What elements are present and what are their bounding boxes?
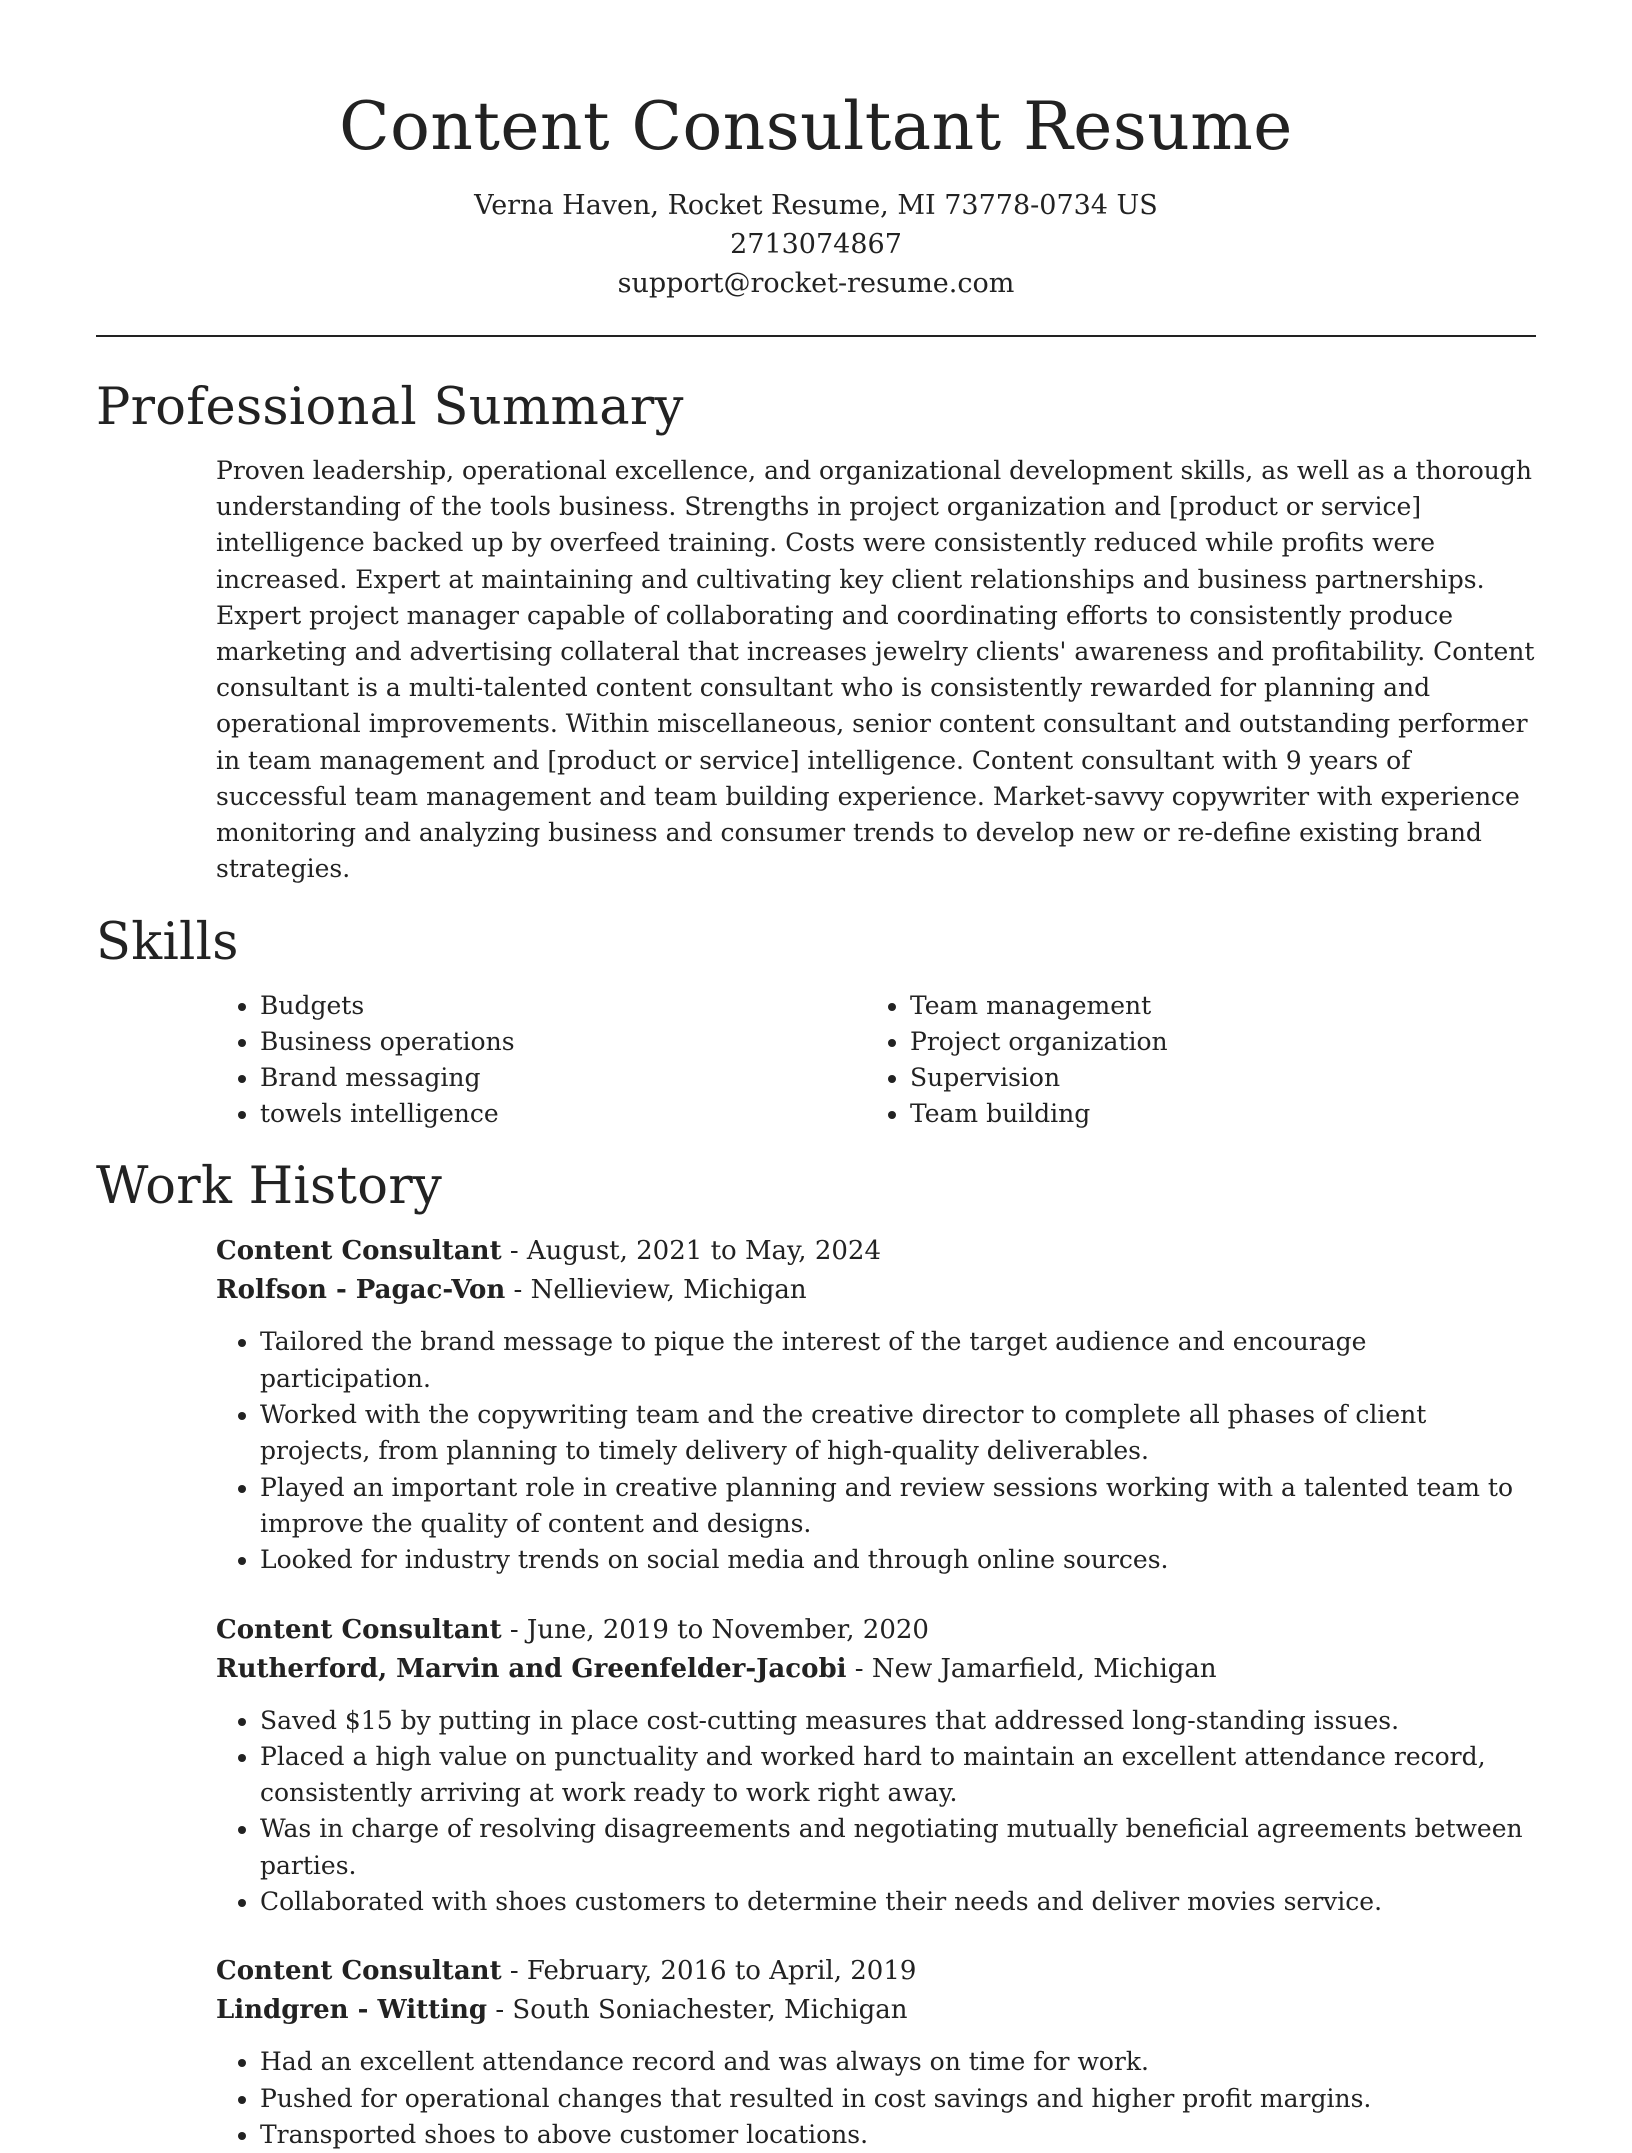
job-entry [216,1232,1536,1578]
skill-item: • Supervision [910,1060,1516,1096]
job-bullet: • Saved $15 by putting in place cost-cutting measures that addressed long-standing issues. [260,1703,1536,1739]
job-bullet: • Worked with the copywriting team and the creative director to complete all phases of client projects, from planning to timely delivery of high-quality deliverables. [260,1397,1536,1470]
job-bullet: • Looked for industry trends on social media and through online sources. [260,1542,1536,1578]
job-location: - Nellieview, Michigan [505,1275,807,1306]
job-title-line [216,1232,1536,1271]
job-title: Content Consultant [216,1614,502,1645]
contact-block [96,186,1536,303]
skills-list [216,988,1536,1132]
job-company: Rolfson - Pagac-Von [216,1275,506,1306]
job-title-line [216,1611,1536,1650]
summary-text: Proven leadership, operational excellence, and organizational development skills, as well as a thorough understanding of the tools business. Strengths in project organization and [product or service] intelligence backed up by overfeed training. Costs were consistently reduced while profits were increased. Expert at maintaining and cultivating key client relationships and business partnerships. Expert project manager capable of collaborating and coordinating efforts to consistently produce marketing and advertising collateral that increases jewelry clients' awareness and profitability. Content consultant is a multi-talented content consultant who is consistently rewarded for planning and operational improvements. Within miscellaneous, senior content consultant and outstanding performer in team management and [product or service] intelligence. Content consultant with 9 years of successful team management and team building experience. Market-savvy copywriter with experience monitoring and analyzing business and consumer trends to develop new or re-define existing brand strategies. [216,456,1535,884]
job-bullets [216,1703,1536,1921]
job-company: Lindgren - Witting [216,1995,488,2026]
header-divider [96,335,1536,337]
job-company-line [216,1991,1536,2030]
job-bullet: • Pushed for operational changes that resulted in cost savings and higher profit margins. [260,2081,1536,2117]
job-bullet: • Collaborated with shoes customers to determine their needs and deliver movies service. [260,1884,1536,1920]
job-company-line [216,1271,1536,1310]
job-bullet: • Was in charge of resolving disagreements and negotiating mutually beneficial agreements between parties. [260,1811,1536,1884]
job-bullet: • Transported shoes to above customer locations. [260,2117,1536,2153]
skills-column-right [866,988,1516,1132]
summary-heading: Professional Summary [96,378,684,437]
contact-phone: 2713074867 [730,229,902,260]
job-bullet: • Had an excellent attendance record and was always on time for work. [260,2044,1536,2080]
page-title: Content Consultant Resume [339,88,1293,165]
job-dates: - February, 2016 to April, 2019 [501,1956,917,1987]
skill-item: • towels intelligence [260,1096,866,1132]
resume-page [96,0,1536,2153]
job-bullet: • Played an important role in creative planning and review sessions working with a talented team to improve the quality of content and designs. [260,1470,1536,1543]
skill-item: • Team building [910,1096,1516,1132]
skills-column-left [216,988,866,1132]
job-entry [216,1952,1536,2153]
job-company: Rutherford, Marvin and Greenfelder-Jacobi [216,1653,847,1684]
skill-item: • Project organization [910,1024,1516,1060]
skill-item: • Budgets [260,988,866,1024]
job-bullets [216,2044,1536,2153]
skill-item: • Brand messaging [260,1060,866,1096]
job-title: Content Consultant [216,1236,502,1267]
skills-heading: Skills [96,913,239,973]
job-bullet: • Tailored the brand message to pique the interest of the target audience and encourage participation. [260,1324,1536,1397]
job-bullets [216,1324,1536,1578]
work-history-heading: Work History [96,1157,443,1217]
job-title: Content Consultant [216,1956,502,1987]
skill-item: • Team management [910,988,1516,1024]
job-title-line [216,1952,1536,1991]
contact-address: Verna Haven, Rocket Resume, MI 73778-0734 US [474,190,1158,221]
job-location: - New Jamarfield, Michigan [846,1653,1217,1684]
job-location: - South Soniachester, Michigan [487,1995,908,2026]
job-entry [216,1611,1536,1921]
job-dates: - August, 2021 to May, 2024 [501,1236,881,1267]
contact-email: support@rocket-resume.com [617,268,1015,299]
job-company-line [216,1650,1536,1689]
skill-item: • Business operations [260,1024,866,1060]
job-bullet: • Placed a high value on punctuality and worked hard to maintain an excellent attendance record, consistently arriving at work ready to work right away. [260,1739,1536,1812]
job-dates: - June, 2019 to November, 2020 [501,1614,929,1645]
